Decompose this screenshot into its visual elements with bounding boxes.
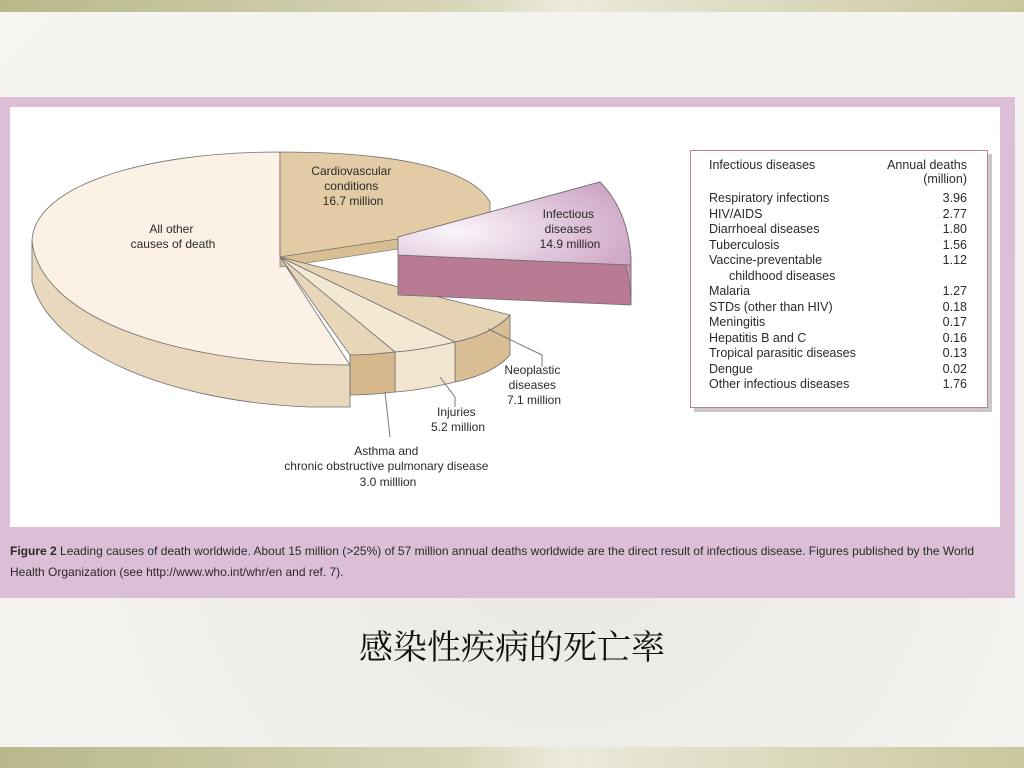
label-neoplastic: Neoplastic diseases 7.1 million xyxy=(504,363,562,407)
table-row xyxy=(709,362,967,378)
figure-caption-text: Leading causes of death worldwide. About 15 million (>25%) of 57 million annual deaths worldwide are the direct result of infectious disease. Figures published by the World Health Organization (see http://www.who.int/whr/en and ref. 7). xyxy=(10,544,974,579)
table-row xyxy=(709,331,967,347)
table-row-disease: STDs (other than HIV) xyxy=(709,299,833,314)
table-header-disease: Infectious diseases xyxy=(709,158,816,172)
table-row-disease: Diarrhoeal diseases xyxy=(709,222,820,236)
infectious-diseases-table xyxy=(690,150,988,408)
table-row-disease: Meningitis xyxy=(709,315,766,329)
table-row-disease: Tropical parasitic diseases xyxy=(709,346,856,360)
table-row-value: 0.17 xyxy=(942,315,967,329)
top-decor-band xyxy=(0,0,1024,12)
leader-asthma xyxy=(385,392,390,437)
table-row xyxy=(709,300,967,316)
label-injuries: Injuries 5.2 million xyxy=(430,405,486,434)
table-row-value: 0.16 xyxy=(942,330,967,345)
table-row xyxy=(709,207,967,223)
table-row-disease: Other infectious diseases xyxy=(709,377,850,391)
table-row xyxy=(709,315,967,331)
table-row-value: 0.13 xyxy=(942,346,967,360)
table-header-deaths: Annual deaths (million) xyxy=(887,158,967,186)
figure-caption xyxy=(10,541,1005,583)
table-body xyxy=(709,191,967,393)
table-row-value: 3.96 xyxy=(942,191,967,205)
pie-side-asthma xyxy=(350,352,395,395)
table-row xyxy=(709,222,967,238)
label-cardiovascular: Cardiovascular conditions 16.7 million xyxy=(311,164,392,208)
table-row xyxy=(709,253,967,284)
label-infectious: Infectious diseases 14.9 million xyxy=(539,207,601,251)
table-row-value: 1.27 xyxy=(942,284,967,298)
figure-label: Figure 2 xyxy=(10,544,57,558)
table-row-disease: Tuberculosis xyxy=(709,237,780,252)
table-row xyxy=(709,238,967,254)
table-row-disease: Vaccine-preventable childhood diseases xyxy=(709,253,836,283)
table-row-disease: HIV/AIDS xyxy=(709,206,763,221)
table-row-disease: Hepatitis B and C xyxy=(709,330,807,345)
label-asthma: Asthma and chronic obstructive pulmonary disease 3.0 milllion xyxy=(284,444,489,489)
table-row-value: 0.02 xyxy=(942,361,967,376)
table-row xyxy=(709,191,967,207)
table-row-value: 1.80 xyxy=(942,222,967,236)
table-row-value: 1.56 xyxy=(942,237,967,252)
label-other: All other causes of death xyxy=(130,222,216,251)
table-row-disease: Malaria xyxy=(709,284,750,298)
table-row-disease: Respiratory infections xyxy=(709,191,830,205)
bottom-decor-band xyxy=(0,747,1024,768)
table-row xyxy=(709,346,967,362)
table-row-value: 1.76 xyxy=(942,377,967,391)
table-row-value: 0.18 xyxy=(942,299,967,314)
table-row xyxy=(709,284,967,300)
table-row xyxy=(709,377,967,393)
table-row-value: 2.77 xyxy=(942,206,967,221)
table-row-value: 1.12 xyxy=(942,253,967,267)
slide-title: 感染性疾病的死亡率 xyxy=(359,628,665,668)
table-row-disease: Dengue xyxy=(709,361,753,376)
